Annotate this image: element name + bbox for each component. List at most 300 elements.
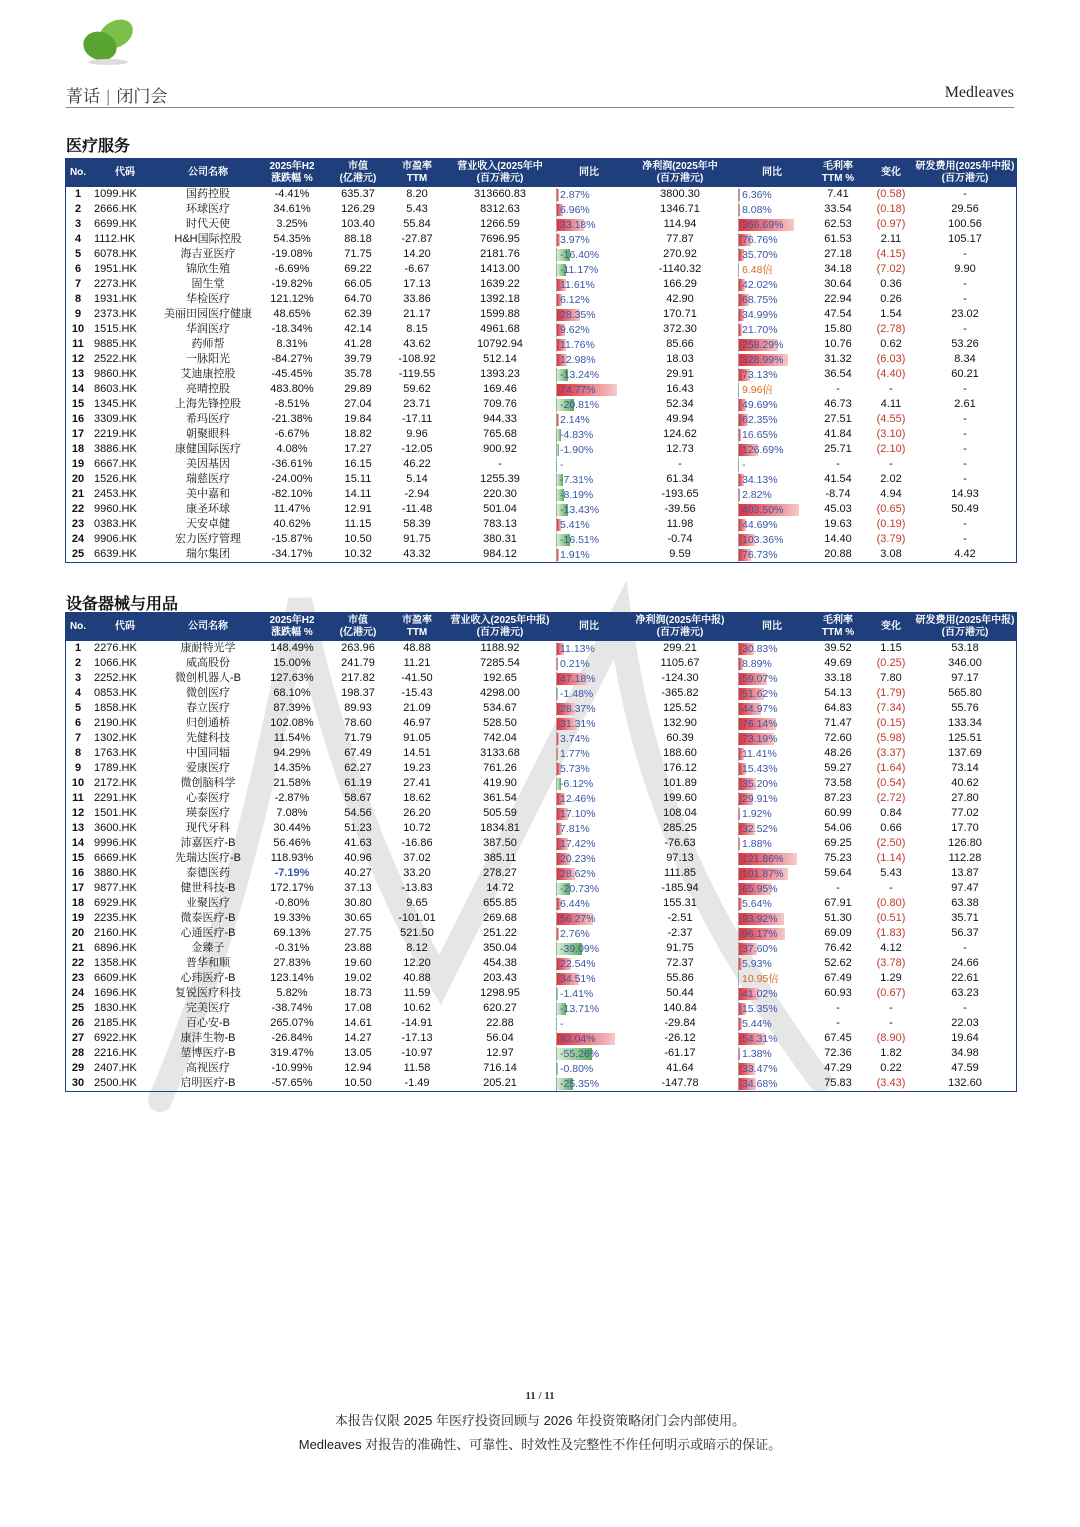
h2-change: 5.82% [276,987,308,999]
profit-yoy-cell [736,247,808,262]
revenue: 7696.95 [480,233,520,245]
margin-change: (4.40) [876,368,906,380]
gross-margin: 51.30 [824,912,852,924]
profit-yoy-cell [736,1001,808,1016]
revenue-yoy-cell [554,502,624,517]
rd-expense: - [963,278,967,290]
profit-yoy-cell [736,532,808,547]
table-row [66,896,1016,911]
brand-left: 菁话 | 闭门会 [66,87,168,106]
h2-change: 265.07% [270,1017,314,1029]
pe-ttm: 37.02 [403,852,431,864]
net-profit: 91.75 [666,942,694,954]
revenue-yoy-cell [554,746,624,761]
company-name: 中国同辐 [186,747,230,759]
revenue: 22.88 [486,1017,514,1029]
revenue: 56.04 [486,1032,514,1044]
medical-services-table [65,158,1017,563]
h2-change: 15.00% [273,657,311,669]
revenue-yoy-cell [554,836,624,851]
yoy-value: 6.44% [560,897,590,910]
rd-expense: 60.21 [951,368,979,380]
brand-name: 菁话 [66,87,100,106]
revenue-yoy-cell [554,1046,624,1061]
revenue: 709.76 [483,398,517,410]
pe-ttm: 59.62 [403,383,431,395]
profit-yoy-cell [736,821,808,836]
gross-margin: 10.76 [824,338,852,350]
gross-margin: 59.27 [824,762,852,774]
table-row [66,457,1016,472]
gross-margin: 76.42 [824,942,852,954]
net-profit: -124.30 [661,672,699,684]
rd-expense: 53.18 [951,642,979,654]
revenue: 900.92 [483,443,517,455]
yoy-value: 93.92% [742,912,778,925]
stock-code: 1345.HK [94,398,137,410]
row-number: 20 [71,473,85,485]
yoy-value: 6.12% [560,293,590,306]
brand-event: 闭门会 [116,87,168,106]
revenue: 350.04 [483,942,517,954]
footer-disclaimer-1: 本报告仅限 2025 年医疗投资回顾与 2026 年投资策略闭门会内部使用。 [334,1413,746,1428]
pe-ttm: 14.51 [403,747,431,759]
yoy-bar [557,733,559,745]
stock-code: 2453.HK [94,488,137,500]
yoy-value: 328.99% [742,353,784,366]
h2-change: -6.69% [274,263,310,275]
pe-ttm: -16.86 [401,837,433,849]
pe-ttm: 23.71 [403,398,431,410]
rd-expense: 125.51 [948,732,982,744]
net-profit: 55.86 [666,972,694,984]
net-profit: 29.91 [666,368,694,380]
company-name: 先健科技 [186,732,230,744]
revenue-yoy-cell [554,472,624,487]
company-name: 高视医疗 [186,1062,230,1074]
profit-yoy-cell [736,517,808,532]
pe-ttm: 21.17 [403,308,431,320]
yoy-value: 37.60% [742,942,778,955]
stock-code: 1112.HK [94,233,136,245]
net-profit: 11.98 [666,518,694,530]
stock-code: 2172.HK [94,777,137,789]
h2-change: 102.08% [270,717,314,729]
revenue-yoy-cell [554,547,624,562]
row-number: 26 [71,1017,85,1029]
rd-expense: 34.98 [951,1047,979,1059]
revenue-yoy-cell [554,1001,624,1016]
yoy-value: 2.87% [560,188,590,201]
market-cap: 27.75 [344,927,372,939]
pe-ttm: 48.88 [403,642,431,654]
stock-code: 1789.HK [94,762,137,774]
margin-change: 4.12 [880,942,902,954]
company-name: 微创机器人-B [175,672,241,684]
market-cap: 17.27 [344,443,372,455]
margin-change: (2.10) [876,443,906,455]
stock-code: 2235.HK [94,912,137,924]
margin-change: (1.14) [876,852,906,864]
margin-change: 0.84 [880,807,902,819]
header-rule [66,107,1014,108]
h2-change: -57.65% [271,1077,313,1089]
market-cap: 23.88 [344,942,372,954]
yoy-value: 92.04% [560,1032,596,1045]
profit-yoy-cell [736,671,808,686]
header-cell: 同比 [554,613,624,641]
yoy-value: -16.51% [560,533,600,546]
yoy-bar [739,204,740,216]
revenue: 1266.59 [480,218,520,230]
company-name: 天安卓健 [186,518,230,530]
net-profit: 85.66 [666,338,694,350]
pe-ttm: 26.20 [403,807,431,819]
company-name: 归创通桥 [186,717,230,729]
header-cell: 毛利率 TTM % [808,613,868,641]
rd-expense: 23.02 [951,308,979,320]
market-cap: 19.60 [344,957,372,969]
table-row [66,382,1016,397]
h2-change: -24.00% [271,473,313,485]
row-number: 25 [71,548,85,560]
pe-ttm: -15.43 [401,687,433,699]
revenue-yoy-cell [554,397,624,412]
rd-expense: 126.80 [948,837,982,849]
revenue: 534.67 [483,702,517,714]
row-number: 23 [71,972,85,984]
yoy-value: - [560,1017,564,1030]
margin-change: (2.72) [876,792,906,804]
stock-code: 6896.HK [94,942,137,954]
h2-change: 172.17% [270,882,314,894]
revenue-yoy-cell [554,761,624,776]
revenue: 192.65 [483,672,517,684]
margin-change: - [889,458,893,470]
revenue-yoy-cell [554,202,624,217]
margin-change: (2.50) [876,837,906,849]
yoy-value: 73.13% [742,368,778,381]
yoy-value: 16.65% [742,428,778,441]
yoy-value: 59.07% [742,672,778,685]
row-number: 18 [71,443,85,455]
profit-yoy-cell [736,397,808,412]
rd-expense: 77.02 [951,807,979,819]
revenue-yoy-cell [554,926,624,941]
stock-code: 1526.HK [94,473,137,485]
yoy-value: - [560,458,564,471]
yoy-value: -13.24% [560,368,600,381]
yoy-value: 9.96倍 [742,383,773,396]
table-header [66,613,1016,641]
gross-margin: 67.45 [824,1032,852,1044]
revenue-yoy-cell [554,442,624,457]
stock-code: 6667.HK [94,458,137,470]
gross-margin: - [836,458,840,470]
table-row [66,641,1016,656]
yoy-value: 34.51% [560,972,596,985]
rd-expense: 56.37 [951,927,979,939]
table-row [66,926,1016,941]
company-name: 微创医疗 [186,687,230,699]
market-cap: 14.61 [344,1017,372,1029]
yoy-bar [557,988,558,1000]
revenue-yoy-cell [554,986,624,1001]
table-row [66,412,1016,427]
revenue: 1188.92 [480,642,520,654]
h2-change: -82.10% [271,488,313,500]
yoy-bar [739,489,740,501]
market-cap: 35.78 [344,368,372,380]
header-cell: No. [66,159,90,187]
revenue-yoy-cell [554,307,624,322]
net-profit: -76.63 [664,837,696,849]
margin-change: 4.94 [880,488,902,500]
table-row [66,701,1016,716]
row-number: 13 [71,822,85,834]
h2-change: 48.65% [273,308,311,320]
pe-ttm: 10.62 [403,1002,431,1014]
table-row [66,686,1016,701]
table-row [66,1046,1016,1061]
pe-ttm: -14.91 [401,1017,433,1029]
stock-code: 6669.HK [94,852,137,864]
row-number: 3 [74,672,82,684]
gross-margin: 69.25 [824,837,852,849]
table-row [66,986,1016,1001]
stock-code: 2522.HK [94,353,137,365]
company-name: 启明医疗-B [180,1077,236,1089]
row-number: 7 [74,278,82,290]
rd-expense: - [963,1002,967,1014]
company-name: 健世科技-B [180,882,236,894]
gross-margin: 31.32 [824,353,852,365]
company-name: H&H国际控股 [174,233,242,245]
net-profit: -2.37 [667,927,693,939]
gross-margin: 72.60 [824,732,852,744]
table-row [66,1016,1016,1031]
market-cap: 13.05 [344,1047,372,1059]
revenue-yoy-cell [554,701,624,716]
yoy-value: 41.02% [742,987,778,1000]
market-cap: 263.96 [341,642,375,654]
rd-expense: 17.70 [951,822,979,834]
rd-expense: - [963,458,967,470]
revenue: 528.50 [483,717,517,729]
market-cap: 241.79 [341,657,375,669]
gross-margin: - [836,882,840,894]
revenue: 783.13 [483,518,517,530]
yoy-bar [557,549,559,561]
company-name: 朝聚眼科 [186,428,230,440]
table-row [66,247,1016,262]
revenue-yoy-cell [554,427,624,442]
yoy-value: 17.10% [560,807,596,820]
h2-change: -84.27% [271,353,313,365]
pe-ttm: 27.41 [403,777,431,789]
net-profit: 16.43 [666,383,694,395]
net-profit: 285.25 [663,822,697,834]
yoy-value: 31.31% [560,717,596,730]
row-number: 10 [71,323,85,335]
yoy-value: 1.88% [742,837,772,850]
table-row [66,1061,1016,1076]
margin-change: 2.11 [880,233,902,245]
revenue: 361.54 [483,792,517,804]
pe-ttm: 33.20 [403,867,431,879]
margin-change: (0.54) [876,777,906,789]
yoy-value: 11.13% [560,642,595,655]
h2-change: -21.38% [271,413,313,425]
profit-yoy-cell [736,851,808,866]
profit-yoy-cell [736,641,808,656]
rd-expense: 53.26 [951,338,979,350]
yoy-value: 30.83% [742,642,778,655]
market-cap: 51.23 [344,822,372,834]
company-name: 环球医疗 [186,203,230,215]
revenue: 512.14 [483,353,517,365]
profit-yoy-cell [736,731,808,746]
market-cap: 89.93 [344,702,372,714]
market-cap: 67.49 [344,747,372,759]
table-row [66,956,1016,971]
net-profit: 1346.71 [660,203,700,215]
yoy-value: -11.17% [560,263,599,276]
table-row [66,881,1016,896]
pe-ttm: -101.01 [398,912,436,924]
pe-ttm: -12.05 [401,443,433,455]
company-name: 海吉亚医疗 [180,248,236,260]
market-cap: 19.84 [344,413,372,425]
h2-change: 7.08% [276,807,308,819]
row-number: 9 [74,762,82,774]
row-number: 8 [74,747,82,759]
yoy-value: -0.80% [560,1062,594,1075]
yoy-value: 17.42% [560,837,596,850]
gross-margin: 64.83 [824,702,852,714]
yoy-value: 366.69% [742,218,784,231]
stock-code: 2291.HK [94,792,137,804]
net-profit: - [678,458,682,470]
rd-expense: - [963,942,967,954]
gross-margin: 39.52 [824,642,852,654]
margin-change: 0.36 [880,278,902,290]
row-number: 11 [72,792,84,804]
net-profit: 372.30 [663,323,697,335]
company-name: 康健国际医疗 [175,443,241,455]
revenue-yoy-cell [554,806,624,821]
margin-change: 7.80 [880,672,902,684]
market-cap: 17.08 [344,1002,372,1014]
revenue: 1255.39 [480,473,520,485]
profit-yoy-cell [736,427,808,442]
market-cap: 39.79 [344,353,372,365]
profit-yoy-cell [736,911,808,926]
yoy-value: 56.27% [560,912,596,925]
yoy-value: 21.70% [742,323,778,336]
company-name: 固生堂 [191,278,225,290]
margin-change: 3.08 [880,548,902,560]
row-number: 5 [74,702,82,714]
yoy-value: 28.35% [560,308,596,321]
revenue-yoy-cell [554,292,624,307]
h2-change: -7.19% [274,867,310,879]
gross-margin: 25.71 [824,443,852,455]
net-profit: 176.12 [663,762,697,774]
yoy-value: 5.41% [560,518,590,531]
company-name: 瑛泰医疗 [186,807,230,819]
h2-change: 40.62% [273,518,311,530]
market-cap: 30.80 [344,897,372,909]
table-row [66,397,1016,412]
rd-expense: - [963,533,967,545]
margin-change: (0.58) [876,188,906,200]
gross-margin: 36.54 [824,368,852,380]
revenue: 1639.22 [480,278,520,290]
yoy-value: 121.86% [742,852,784,865]
net-profit: 1105.67 [660,657,700,669]
yoy-value: 76.14% [742,717,778,730]
net-profit: 18.03 [666,353,694,365]
row-number: 20 [71,927,85,939]
yoy-value: -20.73% [560,882,600,895]
market-cap: 29.89 [344,383,372,395]
revenue-yoy-cell [554,337,624,352]
table-row [66,671,1016,686]
table-row [66,367,1016,382]
margin-change: 0.22 [880,1062,902,1074]
section-title-devices: 设备器械与用品 [66,596,179,613]
margin-change: - [889,1002,893,1014]
net-profit: -193.65 [661,488,699,500]
yoy-value: 49.69% [742,398,778,411]
yoy-value: 6.36% [742,188,772,201]
profit-yoy-cell [736,1076,808,1091]
market-cap: 11.15 [344,518,372,530]
revenue-yoy-cell [554,911,624,926]
margin-change: (4.55) [876,413,906,425]
header-cell: 同比 [554,159,624,187]
profit-yoy-cell [736,217,808,232]
pe-ttm: 9.65 [406,897,428,909]
revenue: 203.43 [483,972,517,984]
revenue-yoy-cell [554,277,624,292]
rd-expense: 14.93 [951,488,979,500]
h2-change: 69.13% [273,927,311,939]
rd-expense: 100.56 [948,218,982,230]
market-cap: 12.94 [344,1062,372,1074]
h2-change: 21.58% [273,777,311,789]
net-profit: -29.84 [664,1017,696,1029]
yoy-value: 44.97% [742,702,778,715]
pe-ttm: 55.84 [403,218,431,230]
margin-change: (0.25) [876,657,906,669]
market-cap: 10.50 [344,533,372,545]
h2-change: -45.45% [271,368,313,380]
row-number: 12 [71,353,85,365]
revenue: 1298.95 [480,987,520,999]
profit-yoy-cell [736,701,808,716]
row-number: 10 [71,777,85,789]
header-cell: 营业收入(2025年中报) (百万港元) [446,613,554,641]
company-name: 心通医疗-B [180,927,236,939]
header-cell: 2025年H2 涨跌幅 % [256,159,328,187]
header-cell: 营业收入(2025年中 (百万港元) [446,159,554,187]
header-cell: 公司名称 [160,159,256,187]
revenue-yoy-cell [554,322,624,337]
company-name: 泰德医药 [186,867,230,879]
table-row [66,1076,1016,1091]
